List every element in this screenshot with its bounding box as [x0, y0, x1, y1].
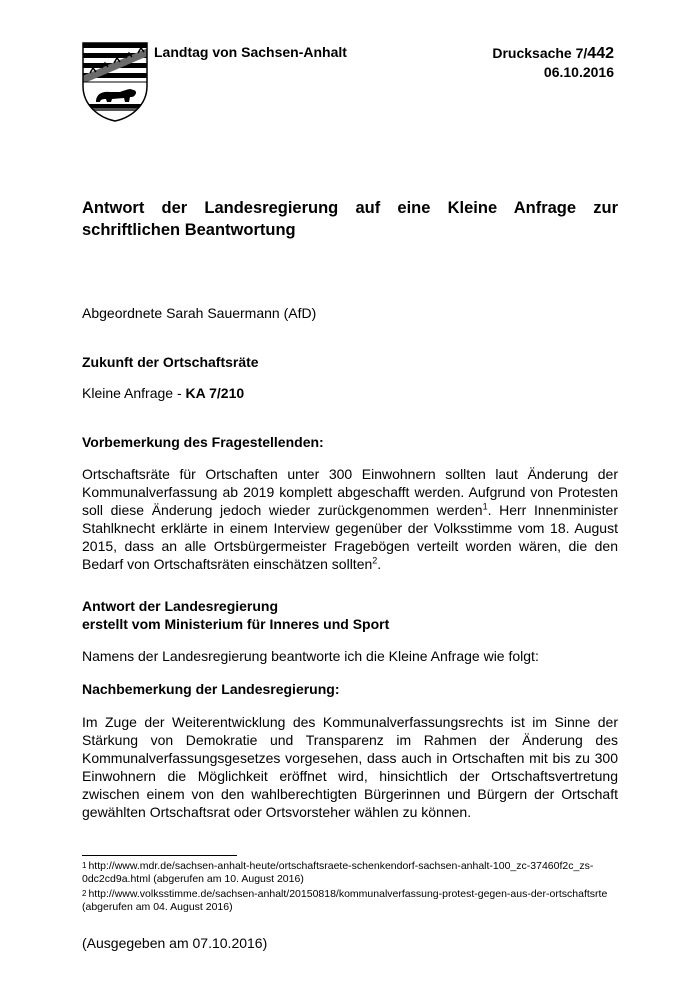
answer-intro: Namens der Landesregierung beantworte ich die Kleine Anfrage wie folgt:: [82, 648, 539, 664]
coat-of-arms-logo: [82, 42, 148, 122]
inquiry-topic: Zukunft der Ortschaftsräte: [82, 354, 259, 370]
document-date: 06.10.2016: [543, 64, 614, 80]
preliminary-heading: Vorbemerkung des Fragestellenden:: [82, 434, 324, 450]
footnote-ref-2: 2: [372, 555, 378, 566]
document-title: Antwort der Landesregierung auf eine Kleine Anfrage zur schriftlichen Beantwortung: [82, 199, 618, 239]
document-reference: [492, 44, 614, 81]
closing-heading: Nachbemerkung der Landesregierung:: [82, 681, 340, 697]
preliminary-text: Ortschaftsräte für Ortschaften unter 300 Einwohnern sollten laut Änderung der Kommunalverfassung ab 2019 komplett abgeschafft werden. Aufgrund von Protesten soll diese Änderung jedoch wieder zurückgenommen werden$^1$. Herr Innenminister Stahlknecht erklärte in einem Interview gegenüber der Volksstimme vom 18. August 2015, dass an alle Ortsbürgermeister Fragebögen verteilt worden wären, die den Bedarf von Ortschaftsräten einschätzen sollten$^2$.: [82, 466, 618, 572]
issued-date: (Ausgegeben am 07.10.2016): [82, 935, 268, 951]
footnote-1: $^1$ http://www.mdr.de/sachsen-anhalt-heute/ortschaftsraete-schenkendorf-sachsen-anhalt-100_zc-37460f2c_zs-0dc2cd9a.html (abgerufen am 10. August 2016): [82, 860, 594, 885]
answer-heading: Antwort der Landesregierung erstellt vom Ministerium für Inneres und Sport: [82, 598, 390, 632]
member-of-parliament: Abgeordnete Sarah Sauermann (AfD): [82, 305, 317, 321]
footnote-divider: [82, 855, 237, 856]
closing-text: Im Zuge der Weiterentwicklung des Kommunalverfassungsrechts ist im Sinne der Stärkung von Demokratie und Transparenz im Rahmen der Änderung des Kommunalverfassungsgesetzes vorgesehen, dass auch in Ortschaften mit bis zu 300 Einwohnern die Möglichkeit eröffnet wird, hinsichtlich der Ortschaftsvertretung zwischen einem von den wahlberechtigten Bürgerinnen und Bürgern der Ortschaft gewählten Ortschaftsrat oder Ortsvorsteher wählen zu können.: [82, 714, 618, 820]
inquiry-number: Kleine Anfrage - KA 7/210: [82, 385, 245, 401]
document-number: Drucksache 7/442: [492, 45, 614, 62]
footnote-ref-1: 1: [482, 501, 488, 512]
parliament-name: Landtag von Sachsen-Anhalt: [154, 44, 347, 60]
footnote-2: $^2$ http://www.volksstimme.de/sachsen-anhalt/20150818/kommunalverfassung-protest-gegen-aus-der-ortschaftsrte (abgerufen am 04. August 2016): [82, 888, 608, 913]
